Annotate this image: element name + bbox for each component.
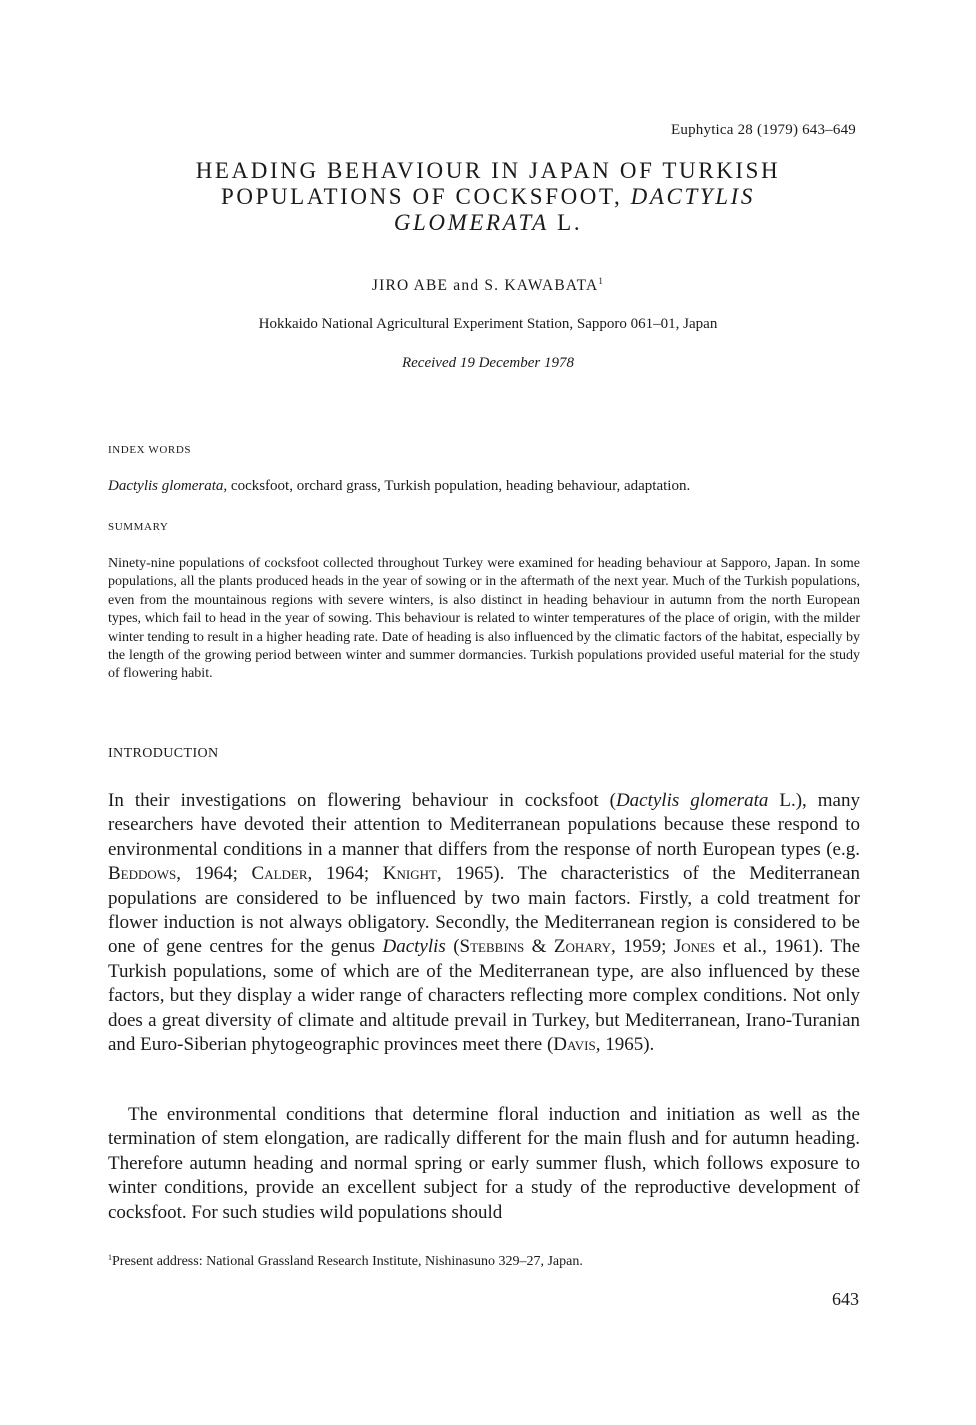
text-run: , 1959;	[611, 936, 674, 958]
summary-text: Ninety-nine populations of cocksfoot collected throughout Turkey were examined for heading behaviour at Sapporo, Japan. In some populations, all the plants produced heads in the year of sowing or in the aftermath of the next year. Much of the Turkish populations, even from the mountainous regions with severe winters, is also distinct in heading behaviour in autumn from the north European types, which fail to head in the year of sowing. This behaviour is related to winter temperatures of the place of origin, with the milder winter tending to result in a higher heading rate. Date of heading is also influenced by the climatic factors of the habitat, especially by the length of the growing period between winter and summer dormancies. Turkish populations provided useful material for the study of flowering habit.	[108, 556, 860, 682]
title-line-2-plain: POPULATIONS OF COCKSFOOT,	[220, 184, 623, 209]
text-run: &	[524, 936, 554, 958]
authors	[0, 276, 976, 295]
citation-author: Knight	[382, 863, 437, 885]
footnote-mark: 1	[108, 1253, 112, 1262]
citation-author: Stebbins	[459, 936, 525, 958]
species-name: Dactylis glomerata	[615, 790, 769, 811]
text-run: , 1964;	[176, 863, 252, 885]
keyword-species: Dactylis glomerata,	[108, 478, 228, 494]
text-run: et al., 1961). The Turkish populations, some of which are of the Mediterranean type, are also influenced by these factors, but they display a wider range of characters reflecting more complex conditions. Not only does a great diversity of climate and altitude prevail in Turkey, but Mediterranean, Irano-Turanian and Euro-Siberian phytogeographic provinces meet there (	[108, 936, 861, 1056]
citation-author: Beddows	[108, 863, 177, 885]
author-footnote-mark: 1	[598, 276, 605, 286]
article-title	[110, 158, 866, 236]
title-line-2	[110, 184, 866, 210]
title-genus: DACTYLIS	[630, 184, 756, 209]
title-line-3	[110, 210, 866, 236]
citation-author: Davis	[553, 1034, 596, 1056]
affiliation: Hokkaido National Agricultural Experiment Station, Sapporo 061–01, Japan	[258, 316, 718, 332]
citation-author: Calder	[251, 863, 308, 885]
citation-author: Zohary	[553, 936, 611, 958]
title-species: GLOMERATA	[393, 210, 549, 235]
summary-heading: SUMMARY	[108, 521, 169, 533]
author-names: JIRO ABE and S. KAWABATA	[371, 277, 599, 294]
page-number: 643	[832, 1289, 859, 1309]
text-run: , 1965). The characteristics of the Mediterranean populations are considered to be influenced by two main factors. Firstly, a cold treatment for flower induction is not always obligatory. Secondly, the Mediterranean region is considered to be one of gene centres for the genus	[108, 863, 861, 958]
introduction-paragraph-2: The environmental conditions that determine floral induction and initiation as well as the termination of stem elongation, are radically different for the main flush and for autumn heading. Therefore autumn heading and normal spring or early summer flush, which follows exposure to winter conditions, provide an excellent subject for a study of the reproductive development of cocksfoot. For such studies wild populations should	[108, 1104, 860, 1223]
text-run: L.), many researchers have devoted their attention to Mediterranean populations because these respond to environmental conditions in a manner that differs from the response of north European types (e.g.	[108, 790, 860, 860]
introduction-paragraph-1	[108, 789, 860, 1057]
index-words	[108, 478, 690, 495]
text-run: , 1965).	[595, 1034, 655, 1056]
introduction-heading: INTRODUCTION	[108, 746, 219, 761]
received-date: Received 19 December 1978	[401, 355, 574, 371]
footnote-text: Present address: National Grassland Research Institute, Nishinasuno 329–27, Japan.	[112, 1254, 583, 1269]
footnote	[108, 1253, 583, 1270]
text-run: , 1964;	[307, 863, 383, 885]
journal-reference: Euphytica 28 (1979) 643–649	[671, 122, 856, 138]
text-run: (	[445, 936, 460, 958]
text-run: In their investigations on flowering behaviour in cocksfoot (	[108, 790, 616, 811]
genus-name: Dactylis	[382, 936, 446, 958]
citation-author: Jones	[673, 936, 716, 958]
title-authority: L.	[557, 210, 583, 235]
index-words-heading: INDEX WORDS	[108, 444, 192, 456]
title-line-1: HEADING BEHAVIOUR IN JAPAN OF TURKISH	[195, 158, 781, 183]
keyword-list: cocksfoot, orchard grass, Turkish population, heading behaviour, adaptation.	[227, 478, 691, 494]
